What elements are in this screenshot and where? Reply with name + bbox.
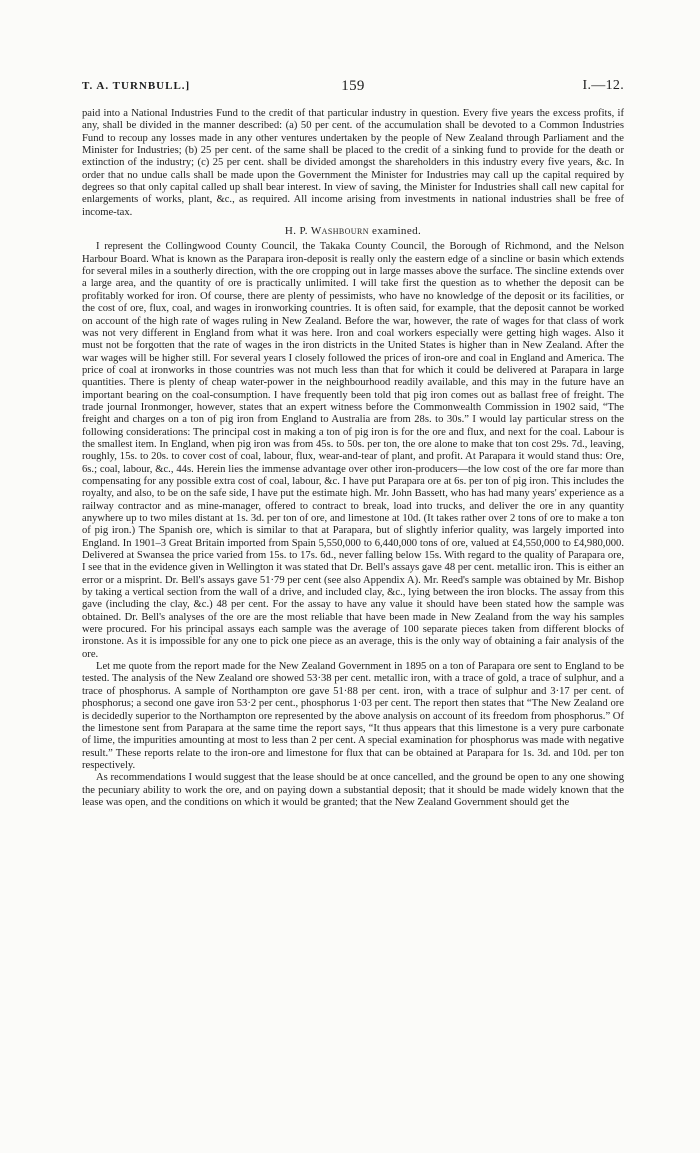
header-author: T. A. TURNBULL.] (82, 80, 191, 92)
witness-heading (82, 225, 624, 237)
body-text (82, 108, 624, 809)
paragraph-report-quote: Let me quote from the report made for the New Zealand Government in 1895 on a ton of Parapara ore sent to England to be tested. The analysis of the New Zealand ore showed 53·38 per cent. metallic iron, with a trace of gold, a trace of sulphur, and a trace of phosphorus. A sample of Northampton ore gave 51·88 per cent. iron, with a trace of sulphur and 3·17 per cent. of phosphorus; a second one gave iron 53·2 per cent., phosphorus 1·03 per cent. The report then states that “The New Zealand ore is decidedly superior to the Northampton ore represented by the above analysis on account of its freedom from phosphorus.” Of the limestone sent from Parapara at the same time the report says, “It thus appears that this limestone is a very pure carbonate of lime, the impurities amounting at most to less than 2 per cent. A special examination for phosphorus was made with negative result.” These reports relate to the iron-ore and limestone for flux that can be obtained at Parapara for 1s. 3d. and 10d. per ton respectively. (82, 661, 624, 771)
section-number: I.—12. (582, 78, 624, 93)
paragraph-recommendations: As recommendations I would suggest that the lease should be at once cancelled, and the ground be open to any one showing the pecuniary ability to work the ore, and on paying down a substantial deposit; that it should be made widely known that the lease was open, and the conditions on which it would be granted; that the New Zealand Government should get the (82, 772, 624, 808)
witness-name: H. P. Washbourn (284, 225, 369, 238)
witness-suffix: examined. (372, 225, 422, 238)
paragraph-income-fund: paid into a National Industries Fund to the credit of that particular industry in question. Every five years the excess profits, if any, shall be divided in the manner described: (a) 50 per cent. of the accumulation shall be devoted to a Common Industries Fund to recoup any losses made in any other ventures undertaken by the people of New Zealand through Parliament and the Minister for Industries; (b) 25 per cent. of the same shall be placed to the credit of a sinking fund to provide for the death or extinction of the industry; (c) 25 per cent. shall be divided amongst the shareholders in this industry every five years, &c. In order that no undue calls shall be made upon the Government the Minister for Industries may call up the capital required by degrees so that only capital called up shall bear interest. In view of saving, the Minister for Industries shall call new capital for enlargements of works, plant, &c., as required. All income arising from investments in national industries shall be free of income-tax. (82, 108, 624, 218)
paragraph-testimony: I represent the Collingwood County Council, the Takaka County Council, the Borough of Richmond, and the Nelson Harbour Board. What is known as the Parapara iron-deposit is really only the eastern edge of a sincline or basin which extends for several miles in a southerly direction, with the ore cropping out in large masses above the surface. The sincline extends over a large area, and the quantity of ore is practically unlimited. I will take first the question as to whether the deposit can be profitably worked for iron. Of course, there are plenty of pessimists, who have no knowledge of the deposit or its facilities, or the cost of ore, flux, coal, and wages in ironworking countries. It is often said, for example, that the deposit cannot be worked on account of the high rate of wages ruling in New Zealand. Before the war, however, the rate of wages for that class of work was not very different in England from what it was here. Iron and coal workers especially were getting high wages. Also it must not be forgotten that the rate of wages in the iron districts in the United States is higher than in New Zealand. After the war wages will be higher still. For several years I closely followed the prices of iron-ore and coal in England and America. The price of coal at ironworks in those countries was not much less than that for which it could be delivered at Parapara in large quantities. There is plenty of cheap water-power in the neighbourhood readily available, and this may in the future have an important bearing on the coal-consumption. I have frequently been told that pig iron comes out as ballast free of freight. The trade journal Ironmonger, however, states that an expert witness before the Commonwealth Commission in 1902 said, “The freight and charges on a ton of pig iron from England to Australia are from 28s. to 30s.” I would lay particular stress on the following considerations: The principal cost in making a ton of pig iron is for the ore and flux, and next for the coal. Labour is the smallest item. In England, when pig iron was from 45s. to 50s. per ton, the ore alone to make that ton cost 29s. 7d., leaving, roughly, 15s. to 20s. to cover cost of coal, labour, flux, wear-and-tear of plant, and profit. At Parapara it would stand thus: Ore, 6s.; coal, labour, &c., 44s. Herein lies the immense advantage over other iron-producers—the low cost of the ore far more than compensating for any possible extra cost of coal, labour, &c. I have put Parapara ore at 6s. per ton of pig iron. This includes the royalty, and also, to be on the safe side, I have put the estimate high. Mr. John Bassett, who has had many years' experience as a railway contractor and as mine-manager, offered to contract to break, load into trucks, and deliver the ore in any quantity anywhere up to two miles distant at 1s. 3d. per ton of ore, and limestone at 10d. (It takes rather over 2 tons of ore to make a ton of pig iron.) The Spanish ore, which is similar to that at Parapara, but of slightly inferior quality, was largely imported into England. In 1901–3 Great Britain imported from Spain 5,550,000 to 6,440,000 tons of ore, valued at £4,550,000 to £4,980,000. Delivered at Swansea the price varied from 15s. to 17s. 6d., never falling below 15s. With regard to the quality of Parapara ore, I see that in the evidence given in Wellington it was stated that Dr. Bell's assays gave 48 per cent. metallic iron. This is either an error or a misprint. Dr. Bell's assays gave 51·79 per cent (see also Appendix A). Mr. Reed's sample was obtained by Mr. Bishop by taking a vertical section from the wall of a drive, and included clay, &c., lying between the iron blocks. The assay from this gave (including the clay, &c.) 48 per cent. For the assay to have any value it should have been stated how the sample was obtained. Dr. Bell's analyses of the ore are the most reliable that have been made in New Zealand from the way his samples were procured. For his principal assays each sample was the average of 100 separate pieces taken from different blocks of ironstone. As it is impossible for any one to pick one piece as an average, this is the only way of obtaining a fair analysis of the ore. (82, 241, 624, 660)
page-number: 159 (341, 78, 365, 94)
running-header (82, 80, 624, 100)
